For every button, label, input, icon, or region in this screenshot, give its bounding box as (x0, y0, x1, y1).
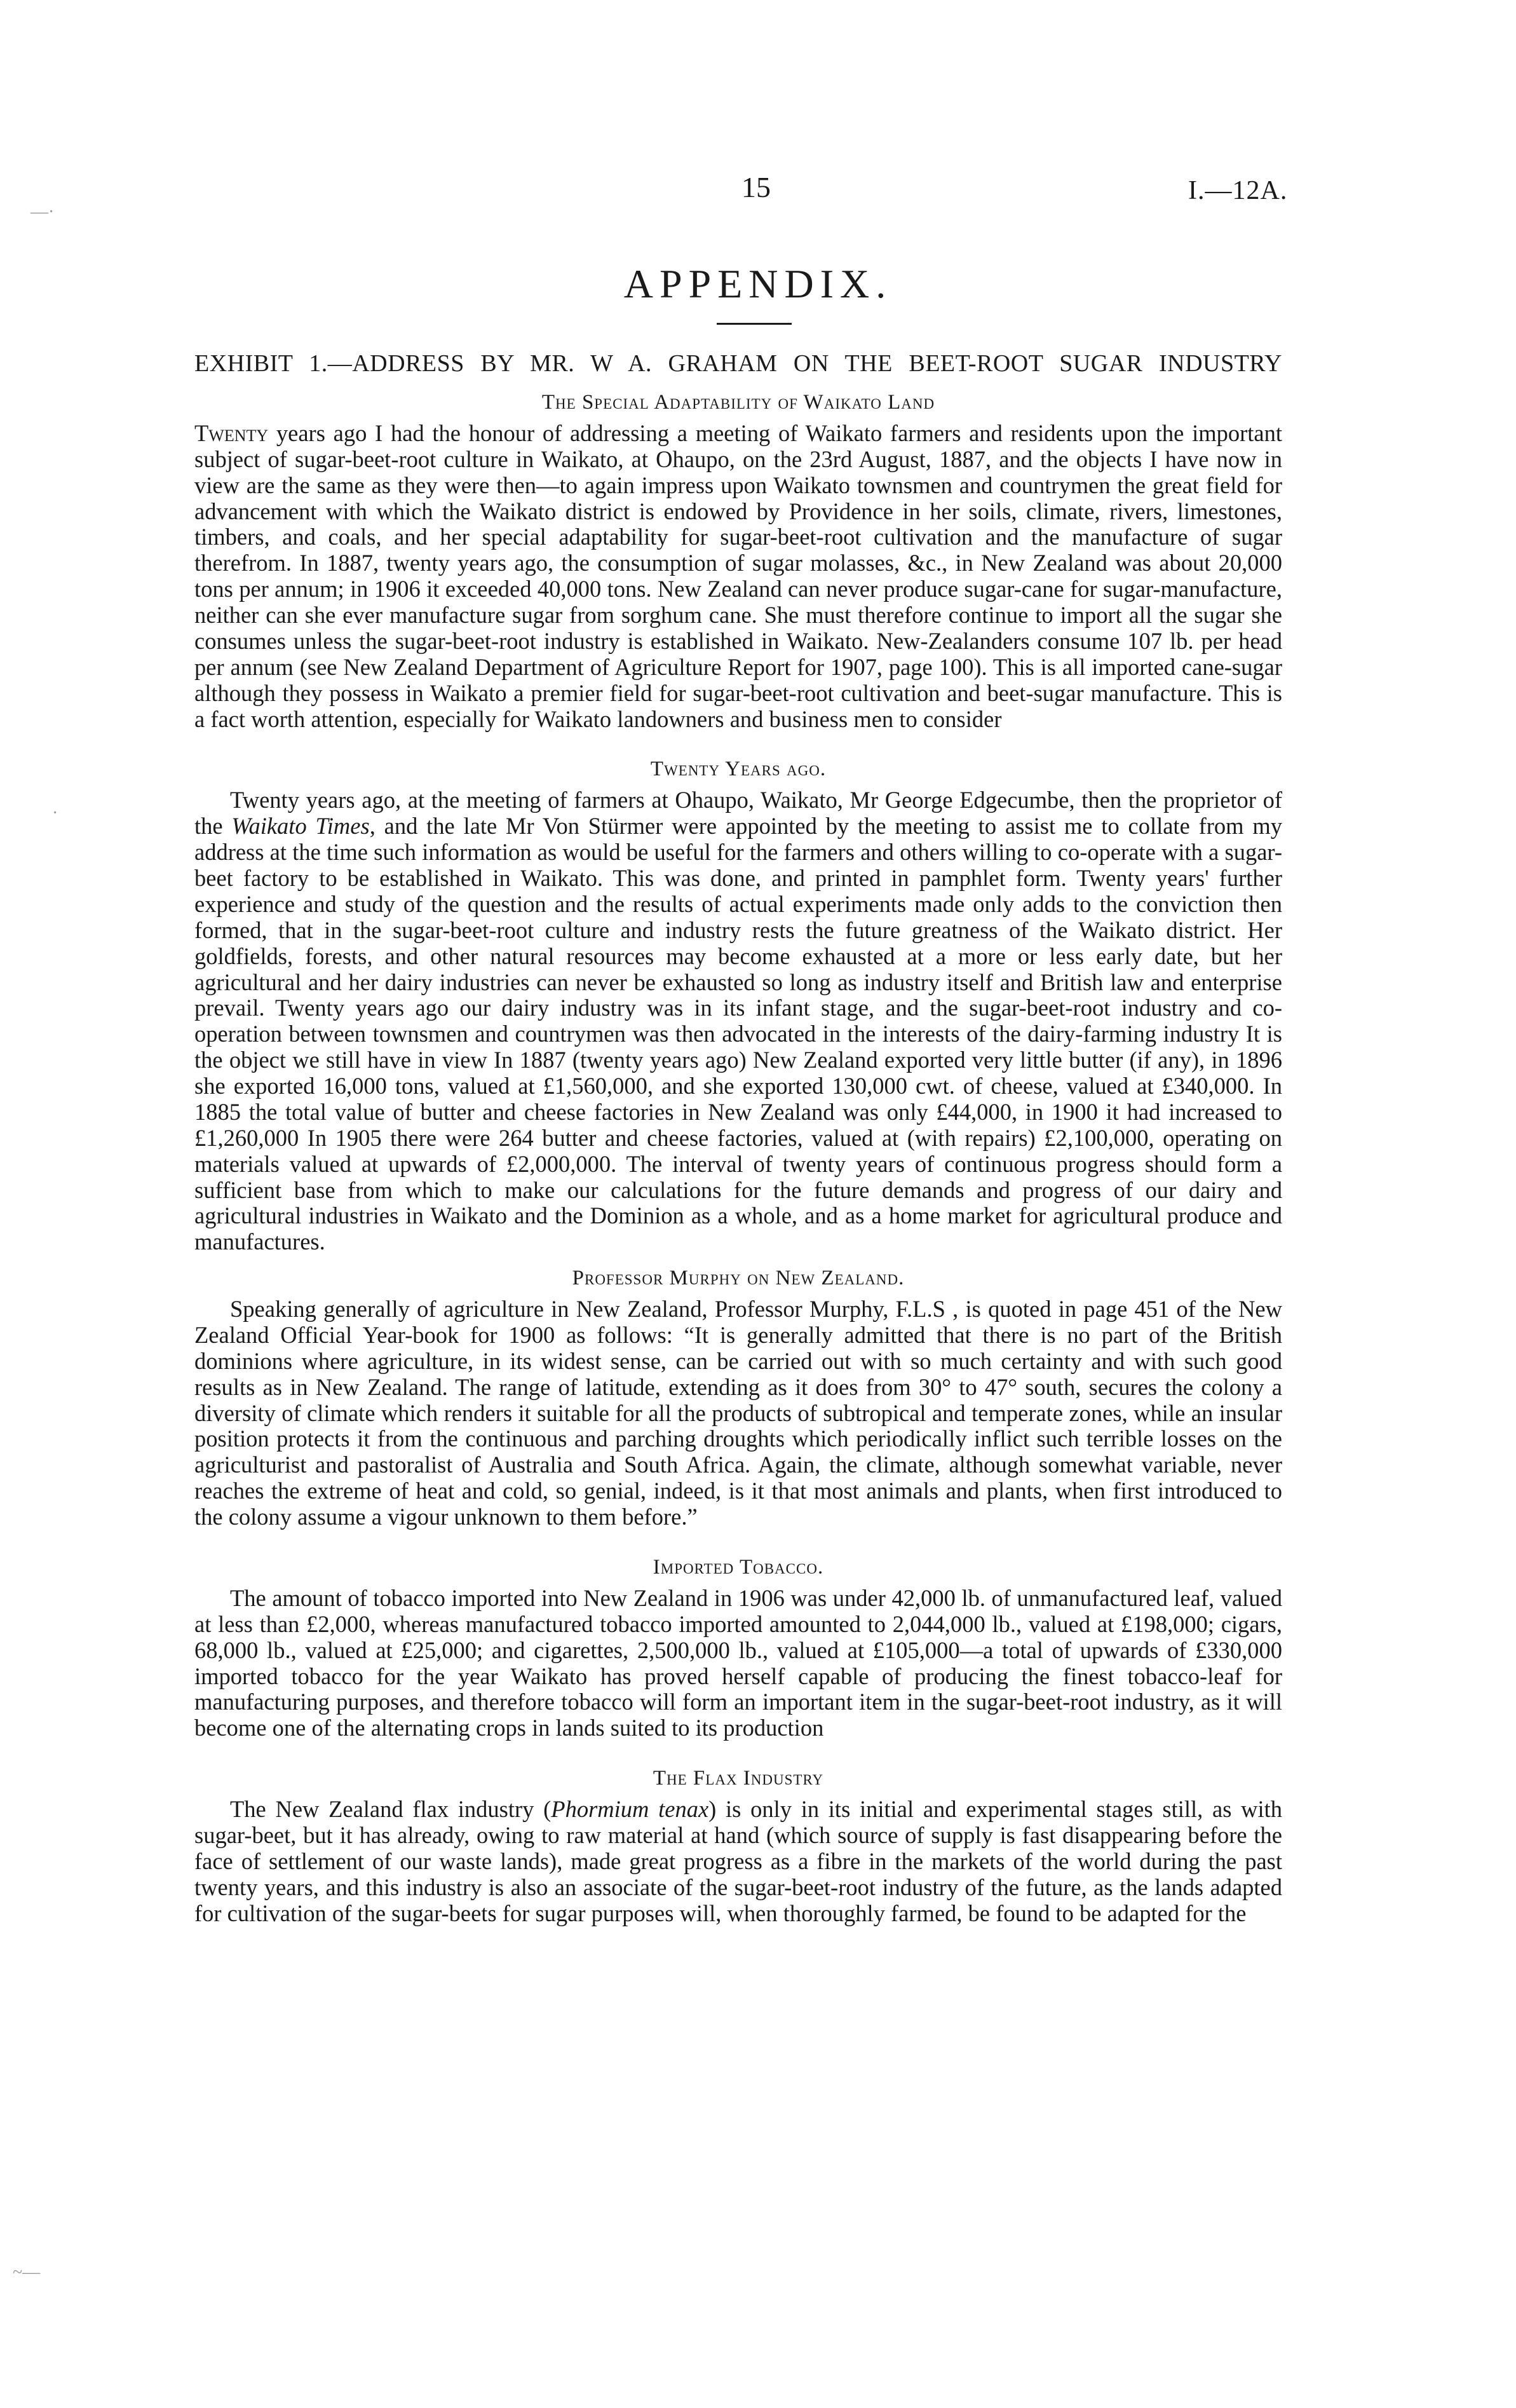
subheading-flax-industry: The Flax Industry (653, 1767, 824, 1790)
paragraph-text: , and the late Mr Von Stürmer were appointed by the meeting to assist me to collate from my address at the time such information as would be useful for the farmers and others willing to co-operate with a sugar-beet factory to be established in Waikato. This was done, and printed in pamphlet form. Twenty years' further experience and study of the question and the results of actual experiments made only adds to the conviction then formed, that in the sugar-beet-root culture and industry rests the future greatness of the Waikato district. Her goldfields, forests, and other natural resources may become exhausted at a more or less early date, but her agricultural and her dairy industries can never be exhausted so long as industry itself and British law and enterprise prevail. Twenty years ago our dairy industry was in its infant stage, and the sugar-beet-root industry and co-operation between townsmen and countrymen was then advocated in the interests of the dairy-farming industry It is the object we still have in view In 1887 (twenty years ago) New Zealand exported very little butter (if any), in 1896 she exported 16,000 tons, valued at £1,560,000, and she exported 130,000 cwt. of cheese, valued at £340,000. In 1885 the total value of butter and cheese factories in New Zealand was only £44,000, in 1900 it had increased to £1,260,000 In 1905 there were 264 butter and cheese factories, valued at (with repairs) £2,100,000, operating on materials valued at upwards of £2,000,000. The interval of twenty years of continuous progress should form a sufficient base from which to make our calculations for the future demands and progress of our dairy and agricultural industries in Waikato and the Dominion as a whole, and as a home market for agricultural produce and manufactures. (194, 813, 1282, 1255)
section-twenty-years-ago (194, 758, 1282, 1255)
lead-word: Twenty (194, 419, 269, 446)
section-flax-industry (194, 1767, 1282, 1926)
paragraph-text: years ago I had the honour of addressing a meeting of Waikato farmers and residents upon the important subject of sugar-beet-root culture in Waikato, at Ohaupo, on the 23rd August, 1887, and the objects I have now in view are the same as they were then—to again impress upon Waikato townsmen and countrymen the great field for advancement with which the Waikato district is endowed by Providence in her soils, climate, rivers, limestones, timbers, and coals, and her special adaptability for sugar-beet-root cultivation and the manufacture of sugar therefrom. In 1887, twenty years ago, the consumption of sugar molasses, &c., in New Zealand was about 20,000 tons per annum; in 1906 it exceeded 40,000 tons. New Zealand can never produce sugar-cane for sugar-manufacture, neither can she ever manufacture sugar from sorghum cane. She must therefore continue to import all the sugar she consumes unless the sugar-beet-root industry is established in Waikato. New-Zealanders consume 107 lb. per head per annum (see New Zealand Department of Agriculture Report for 1907, page 100). This is all imported cane-sugar although they possess in Waikato a premier field for sugar-beet-root cultivation and beet-sugar manufacture. This is a fact worth attention, especially for Waikato landowners and business men to consider (194, 419, 1282, 732)
paragraph-text: ) is only in its initial and experimental stages still, as with sugar-beet, but it has already, owing to raw material at hand (which source of supply is fast disappearing before the face of settlement of our waste lands), made great progress as a fibre in the markets of the world during the past twenty years, and this industry is also an associate of the sugar-beet-root industry of the future, as the lands adapted for cultivation of the sugar-beets for sugar purposes will, when thoroughly farmed, be found to be adapted for the (194, 1796, 1282, 1926)
document-body (194, 391, 1282, 1927)
subheading-imported-tobacco: Imported Tobacco. (653, 1555, 824, 1579)
paragraph-text: Twenty years ago, at the meeting of farmers at Ohaupo, Waikato, Mr George Edgecumbe, then the proprietor of the (194, 787, 1282, 840)
margin-mark: ~— (13, 2262, 41, 2282)
exhibit-title: EXHIBIT 1.—ADDRESS BY MR. W A. GRAHAM ON THE BEET-ROOT SUGAR INDUSTRY (194, 350, 1282, 377)
paragraph (194, 1797, 1282, 1926)
botanical-name: Phormium tenax (551, 1796, 709, 1823)
margin-mark: · (52, 803, 58, 823)
document-reference: I.—12A. (1188, 176, 1288, 205)
paragraph (194, 421, 1282, 733)
paragraph (194, 787, 1282, 1255)
section-imported-tobacco (194, 1556, 1282, 1741)
paragraph: The amount of tobacco imported into New Zealand in 1906 was under 42,000 lb. of unmanufactured leaf, valued at less than £2,000, whereas manufactured tobacco imported amounted to 2,044,000 lb., valued at £198,000; cigars, 68,000 lb., valued at £25,000; and cigarettes, 2,500,000 lb., valued at £105,000—a total of upwards of £330,000 imported tobacco for the year Waikato has proved herself capable of producing the finest tobacco-leaf for manufacturing purposes, and therefore tobacco will form an important item in the sugar-beet-root industry, as it will become one of the alternating crops in lands suited to its production (194, 1584, 1282, 1741)
newspaper-title: Waikato Times (231, 813, 370, 840)
section-special-adaptability (194, 391, 1282, 732)
heading-rule (717, 323, 792, 325)
subheading-professor-murphy: Professor Murphy on New Zealand. (572, 1267, 905, 1290)
page-number: 15 (741, 171, 771, 203)
subheading-special-adaptability: The Special Adaptability of Waikato Land (541, 391, 935, 414)
section-professor-murphy (194, 1267, 1282, 1530)
paragraph: Speaking generally of agriculture in New Zealand, Professor Murphy, F.L.S , is quoted in page 451 of the New Zealand Official Year-book for 1900 as follows: “It is generally admitted that there is no part of the British dominions where agriculture, in its widest sense, can be carried out with so much certainty and with such good results as in New Zealand. The range of latitude, extending as it does from 30° to 47° south, secures the colony a diversity of climate which renders it suitable for all the products of subtropical and temperate zones, while an insular position protects it from the continuous and parching droughts which periodically inflict such terrible losses on the agriculturist and pastoralist of Australia and South Africa. Again, the climate, although somewhat variable, never reaches the extreme of heat and cold, so genial, indeed, is it that most animals and plants, when first introduced to the colony assume a vigour unknown to them before.” (194, 1296, 1282, 1530)
margin-mark: —· (30, 202, 55, 222)
subheading-twenty-years-ago: Twenty Years ago. (650, 758, 827, 781)
appendix-heading: APPENDIX. (623, 261, 893, 306)
paragraph-text: The New Zealand flax industry ( (230, 1796, 552, 1823)
